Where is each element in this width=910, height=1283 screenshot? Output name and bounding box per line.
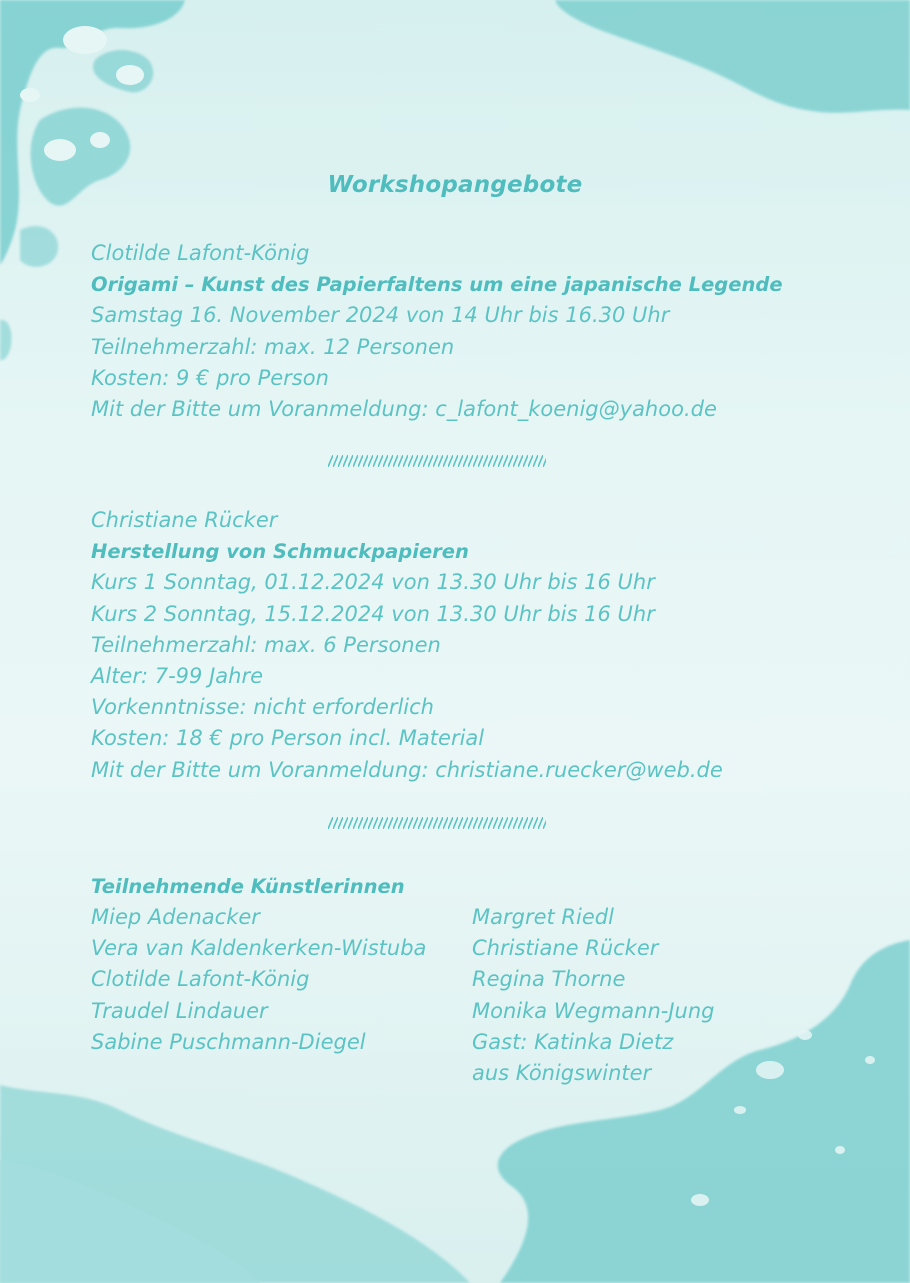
section-divider	[328, 455, 546, 467]
artists-list-right	[472, 902, 852, 1089]
workshop-title: Herstellung von Schmuckpapieren	[91, 540, 469, 564]
artists-heading: Teilnehmende Künstlerinnen	[91, 875, 405, 898]
section-divider	[328, 817, 546, 829]
list-item: aus Königswinter	[472, 1061, 652, 1086]
list-item: Vera van Kaldenkerken-Wistuba	[91, 936, 427, 961]
workshop-instructor: Clotilde Lafont-König	[91, 241, 310, 265]
list-item: Monika Wegmann-Jung	[472, 998, 715, 1023]
list-item: Miep Adenacker	[91, 905, 260, 929]
list-item: Margret Riedl	[472, 905, 614, 929]
workshop-detail: Teilnehmerzahl: max. 6 Personen	[91, 632, 441, 657]
workshop-detail: Vorkenntnisse: nicht erforderlich	[91, 695, 434, 720]
workshop-1	[91, 238, 851, 425]
workshop-detail: Kurs 1 Sonntag, 01.12.2024 von 13.30 Uhr bis 16 Uhr	[91, 570, 655, 595]
list-item: Christiane Rücker	[472, 936, 659, 961]
page-title: Workshopangebote	[327, 172, 583, 198]
list-item: Sabine Puschmann-Diegel	[91, 1029, 366, 1054]
workshop-instructor: Christiane Rücker	[91, 508, 278, 532]
workshop-detail: Kurs 2 Sonntag, 15.12.2024 von 13.30 Uhr bis 16 Uhr	[91, 601, 655, 626]
workshop-detail: Kosten: 9 € pro Person	[91, 365, 329, 390]
list-item: Gast: Katinka Dietz	[472, 1029, 674, 1054]
list-item: Regina Thorne	[472, 967, 626, 992]
list-item: Traudel Lindauer	[91, 998, 268, 1023]
workshop-detail: Teilnehmerzahl: max. 12 Personen	[91, 334, 455, 359]
workshop-detail: Alter: 7-99 Jahre	[91, 664, 263, 689]
workshop-2	[91, 505, 851, 786]
workshop-detail: Mit der Bitte um Voranmeldung: christiane.ruecker@web.de	[91, 757, 723, 782]
workshop-detail: Mit der Bitte um Voranmeldung: c_lafont_koenig@yahoo.de	[91, 397, 717, 422]
artists-list-left	[91, 902, 471, 1058]
list-item: Clotilde Lafont-König	[91, 967, 310, 992]
workshop-detail: Kosten: 18 € pro Person incl. Material	[91, 726, 485, 751]
workshop-title: Origami – Kunst des Papierfaltens um eine japanische Legende	[91, 273, 783, 297]
artists-section	[91, 871, 851, 902]
workshop-detail: Samstag 16. November 2024 von 14 Uhr bis 16.30 Uhr	[91, 303, 670, 328]
